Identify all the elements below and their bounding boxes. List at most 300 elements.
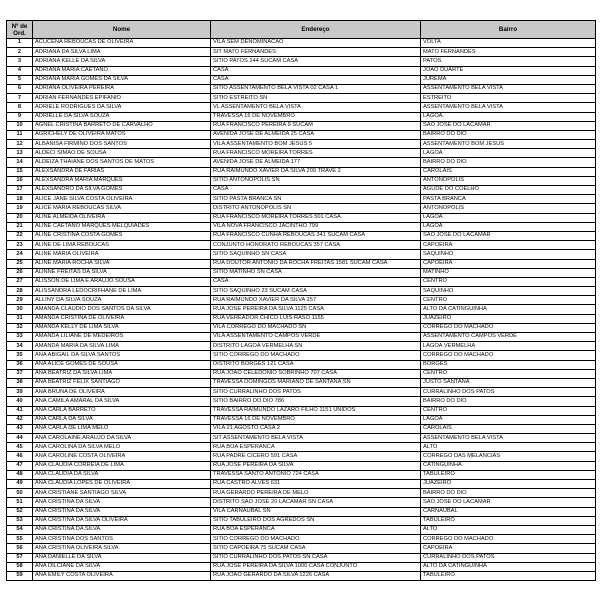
- cell-endereco: VILA CARNAUBAL SN: [211, 507, 421, 516]
- cell-bairro: BAIRRO DO DIO: [421, 158, 596, 167]
- cell-nome: ALINE MARIA ROCHA SILVA: [33, 259, 211, 268]
- table-row: [7, 167, 596, 176]
- table-row: [7, 241, 596, 250]
- cell-nome: ALBANISA FIRMINO DOS SANTOS: [33, 140, 211, 149]
- cell-ordem: 29: [7, 296, 33, 305]
- cell-ordem: 31: [7, 314, 33, 323]
- cell-nome: ALICE MARIA REBOUCAS SILVA: [33, 204, 211, 213]
- table-row: [7, 314, 596, 323]
- cell-endereco: SITIO ASSENTAMENTO BELA VISTA 02 CASA 1: [211, 84, 421, 93]
- cell-endereco: SITIO CORREGO DO MACHADO: [211, 351, 421, 360]
- cell-endereco: DISTRITO LAGOA VERMELHA SN: [211, 342, 421, 351]
- cell-endereco: RUA DOUTOR ANTONIO DA ROCHA FREITAS 1581 SUCAM CASA: [211, 259, 421, 268]
- cell-nome: ALEXSANDRA MARIA MARQUES: [33, 176, 211, 185]
- cell-endereco: DISTRITO BORGES 121 CASA: [211, 360, 421, 369]
- cell-ordem: 54: [7, 525, 33, 534]
- cell-ordem: 36: [7, 360, 33, 369]
- cell-nome: ANA CRISTINA DA SILVA OLIVEIRA: [33, 516, 211, 525]
- table-row: [7, 149, 596, 158]
- cell-nome: ALINE MARIA OLIVEIRA: [33, 250, 211, 259]
- table-row: [7, 250, 596, 259]
- cell-nome: AMANDA KELLY DE LIMA SILVA: [33, 323, 211, 332]
- cell-nome: ANA BRUNA DE OLIVEIRA: [33, 388, 211, 397]
- cell-ordem: 37: [7, 369, 33, 378]
- cell-endereco: DISTRITO SAO JOSE 20 LACAMAR SN CASA: [211, 498, 421, 507]
- table-row: [7, 498, 596, 507]
- cell-endereco: TRAVESSA RAIMUNDO LAZARO FILHO 1151 UNIDOS: [211, 406, 421, 415]
- cell-nome: ALINE CAETANO MARQUES MELQUIADES: [33, 222, 211, 231]
- cell-endereco: VL ASSENTAMENTO BELA VISTA: [211, 103, 421, 112]
- table-row: [7, 397, 596, 406]
- table-row: [7, 277, 596, 286]
- cell-ordem: 19: [7, 204, 33, 213]
- table-row: [7, 333, 596, 342]
- table-row: [7, 480, 596, 489]
- header-bairro: Bairro: [421, 21, 596, 39]
- cell-nome: ALINNE FREITAS DA SILVA: [33, 268, 211, 277]
- cell-bairro: BAIRRO DO DIO: [421, 397, 596, 406]
- cell-endereco: SITIO CORREGO DO MACHADO: [211, 535, 421, 544]
- cell-bairro: CORREGO DO MACHADO: [421, 351, 596, 360]
- cell-nome: ANA CRISTIANE SANTIAGO SILVA: [33, 489, 211, 498]
- cell-nome: ANA CARLA DE LIMA MELO: [33, 424, 211, 433]
- cell-endereco: VILA ASSENTAMENTO CAMPOS VERDE: [211, 333, 421, 342]
- table-row: [7, 470, 596, 479]
- cell-bairro: LAGOA: [421, 149, 596, 158]
- table-row: [7, 39, 596, 48]
- cell-nome: ANA CRISTINA DA SILVA: [33, 507, 211, 516]
- table-row: [7, 296, 596, 305]
- cell-nome: ANA EMILY COSTA OLIVEIRA: [33, 571, 211, 580]
- cell-bairro: JUREMA: [421, 75, 596, 84]
- cell-endereco: AVENIDA JOSE DE ALMEIDA 25 CASA: [211, 130, 421, 139]
- cell-bairro: CENTRO: [421, 277, 596, 286]
- cell-nome: ALISSON DE LIMA E ARAUJO SOUSA: [33, 277, 211, 286]
- cell-bairro: LAGOA: [421, 213, 596, 222]
- cell-bairro: PASTA BRANCA: [421, 195, 596, 204]
- registry-sheet: [6, 20, 595, 581]
- table-row: [7, 176, 596, 185]
- cell-bairro: CORREGO DO MACHADO: [421, 535, 596, 544]
- cell-nome: ANA CLAUDIA CORREIA DE LIMA: [33, 461, 211, 470]
- cell-bairro: ALTO DA CATINGUINHA: [421, 562, 596, 571]
- cell-nome: ANA DILCIANE DA SILVA: [33, 562, 211, 571]
- table-header-row: [7, 21, 596, 39]
- cell-endereco: SITIO CURRALINHO DOS PATOS SN CASA: [211, 553, 421, 562]
- table-row: [7, 158, 596, 167]
- cell-nome: ANA CLAUDIA DA SILVA: [33, 470, 211, 479]
- cell-ordem: 13: [7, 149, 33, 158]
- table-row: [7, 48, 596, 57]
- cell-ordem: 10: [7, 121, 33, 130]
- cell-nome: AMANDA CLAUDIO DOS SANTOS DA SILVA: [33, 305, 211, 314]
- table-row: [7, 452, 596, 461]
- table-row: [7, 378, 596, 387]
- cell-ordem: 38: [7, 378, 33, 387]
- cell-ordem: 50: [7, 489, 33, 498]
- cell-nome: ANA DANIELLE DA SILVA: [33, 553, 211, 562]
- table-row: [7, 351, 596, 360]
- cell-ordem: 39: [7, 388, 33, 397]
- table-row: [7, 231, 596, 240]
- cell-ordem: 26: [7, 268, 33, 277]
- cell-ordem: 35: [7, 351, 33, 360]
- cell-bairro: ALTO: [421, 525, 596, 534]
- table-row: [7, 287, 596, 296]
- cell-bairro: CATINGUINHA: [421, 461, 596, 470]
- table-row: [7, 103, 596, 112]
- cell-endereco: DISTRITO ANTONOPOLIS SN: [211, 204, 421, 213]
- table-row: [7, 415, 596, 424]
- cell-bairro: JUAZEIRO: [421, 480, 596, 489]
- table-row: [7, 204, 596, 213]
- cell-endereco: RUA RAIMUNDO XAVIER DA SILVA 209 TRAVE 2: [211, 167, 421, 176]
- cell-endereco: SIT ASSENTAMENTO BELA VISTA: [211, 434, 421, 443]
- cell-nome: ADRIANA MARIA GOMES DA SILVA: [33, 75, 211, 84]
- cell-bairro: CAROLAIS: [421, 167, 596, 176]
- table-row: [7, 57, 596, 66]
- cell-endereco: RUA BOA ESPERANCA: [211, 525, 421, 534]
- cell-nome: ANA ALICE GOMES DE SOUSA: [33, 360, 211, 369]
- cell-endereco: TRAVESSA SANTO ANTONIO 724 CASA: [211, 470, 421, 479]
- cell-endereco: RUA JOAO GERARDO DA SILVA 1226 CASA: [211, 571, 421, 580]
- cell-ordem: 28: [7, 287, 33, 296]
- cell-bairro: ASSENTAMENTO CAMPOS VERDE: [421, 333, 596, 342]
- cell-bairro: CENTRO: [421, 296, 596, 305]
- cell-nome: ANA CAROLINA DA SILVA MELO: [33, 443, 211, 452]
- cell-endereco: SITIO MATINHO SN CASA: [211, 268, 421, 277]
- cell-endereco: SITIO ANTONOPOLIS SN: [211, 176, 421, 185]
- cell-endereco: RUA VEREADOR CHICO LUIS RASO 1155: [211, 314, 421, 323]
- cell-ordem: 27: [7, 277, 33, 286]
- cell-bairro: ESTREITO: [421, 94, 596, 103]
- cell-ordem: 21: [7, 222, 33, 231]
- table-row: [7, 75, 596, 84]
- cell-nome: ALINE ALMEIDA OLIVEIRA: [33, 213, 211, 222]
- cell-endereco: RUA FRANCISCO CUNHA REBOUCAS 341 SUCAM CASA: [211, 231, 421, 240]
- cell-nome: ALICE JANE SILVA COSTA OLIVEIRA: [33, 195, 211, 204]
- cell-ordem: 49: [7, 480, 33, 489]
- cell-ordem: 9: [7, 112, 33, 121]
- cell-bairro: CENTRO: [421, 369, 596, 378]
- cell-nome: ALDECI SIMAO DE SOUSA: [33, 149, 211, 158]
- cell-endereco: RUA JOSE PEREIRA DA SILVA 1000 CASA CONJUNTO: [211, 562, 421, 571]
- cell-nome: ADRIELLE DA SILVA SOUZA: [33, 112, 211, 121]
- cell-bairro: CAPOEIRA: [421, 241, 596, 250]
- cell-bairro: CORREGO DAS MELANCIAS: [421, 452, 596, 461]
- table-row: [7, 424, 596, 433]
- cell-endereco: SITIO CURRALINHO DOS PATOS: [211, 388, 421, 397]
- cell-nome: ANA ABIGAIL DA SILVA SANTOS: [33, 351, 211, 360]
- cell-nome: AGNEL CRISTINA BARRETO DE CARVALHO: [33, 121, 211, 130]
- cell-ordem: 32: [7, 323, 33, 332]
- table-row: [7, 443, 596, 452]
- cell-ordem: 17: [7, 186, 33, 195]
- cell-nome: ADRIELE RODRIGUES DA SILVA: [33, 103, 211, 112]
- cell-nome: ADRIANA KELLE DA SILVA: [33, 57, 211, 66]
- cell-nome: ALISSANDRA LEDOCRIFHANE DE LIMA: [33, 287, 211, 296]
- cell-ordem: 14: [7, 158, 33, 167]
- cell-bairro: BORGES: [421, 360, 596, 369]
- cell-endereco: SITIO SAQUINHO SN CASA: [211, 250, 421, 259]
- header-endereco: Endereço: [211, 21, 421, 39]
- cell-nome: ALEXSANDRO DA SILVA GOMES: [33, 186, 211, 195]
- cell-ordem: 23: [7, 241, 33, 250]
- cell-bairro: ALTO DA CATINGUINHA: [421, 305, 596, 314]
- cell-nome: ADRIAN FERNANDES EPIFANIO: [33, 94, 211, 103]
- cell-ordem: 6: [7, 84, 33, 93]
- cell-endereco: TRAVESSA 16 DE NOVEMBRO: [211, 112, 421, 121]
- cell-endereco: RUA FRANCISCO MOREIRA TORRES: [211, 149, 421, 158]
- cell-ordem: 5: [7, 75, 33, 84]
- table-row: [7, 507, 596, 516]
- table-row: [7, 222, 596, 231]
- cell-ordem: 48: [7, 470, 33, 479]
- cell-ordem: 34: [7, 342, 33, 351]
- cell-ordem: 51: [7, 498, 33, 507]
- cell-bairro: ASSENTAMENTO BOM JESUS: [421, 140, 596, 149]
- table-row: [7, 388, 596, 397]
- cell-nome: ANA CRISTINA OLIVEIRA SILVA: [33, 544, 211, 553]
- table-row: [7, 544, 596, 553]
- cell-endereco: RUA PADRE CICERO 591 CASA: [211, 452, 421, 461]
- cell-ordem: 2: [7, 48, 33, 57]
- cell-endereco: TRAVESSA 16 DE NOVEMBRO: [211, 415, 421, 424]
- cell-ordem: 12: [7, 140, 33, 149]
- cell-endereco: SIT MATO FERNANDES: [211, 48, 421, 57]
- cell-endereco: SITIO PASTA BRANCA SN: [211, 195, 421, 204]
- cell-ordem: 43: [7, 424, 33, 433]
- cell-bairro: MATINHO: [421, 268, 596, 277]
- cell-ordem: 57: [7, 553, 33, 562]
- cell-endereco: SITIO BAIRRO DO DIO 786: [211, 397, 421, 406]
- cell-endereco: CASA: [211, 186, 421, 195]
- cell-nome: ADRIANA OLIVEIRA PEREIRA: [33, 84, 211, 93]
- cell-nome: ANA CARLA BARRETO: [33, 406, 211, 415]
- table-row: [7, 323, 596, 332]
- cell-endereco: AVENIDA JOSE DE ALMEIDA 177: [211, 158, 421, 167]
- table-row: [7, 305, 596, 314]
- cell-bairro: BAIRRO DO DIO: [421, 130, 596, 139]
- cell-ordem: 56: [7, 544, 33, 553]
- cell-ordem: 18: [7, 195, 33, 204]
- cell-ordem: 22: [7, 231, 33, 240]
- cell-ordem: 59: [7, 571, 33, 580]
- cell-endereco: CASA: [211, 75, 421, 84]
- table-row: [7, 461, 596, 470]
- cell-bairro: CAROLAIS: [421, 424, 596, 433]
- cell-endereco: RUA CASTRO ALVES 631: [211, 480, 421, 489]
- cell-bairro: VOLTA: [421, 39, 596, 48]
- cell-bairro: ASSENTAMENTO BELA VISTA: [421, 84, 596, 93]
- cell-endereco: RUA JOAO CELEDONIO SOBRINHO 707 CASA: [211, 369, 421, 378]
- cell-endereco: SITIO ESTREITO SN: [211, 94, 421, 103]
- cell-bairro: BAIRRO DO DIO: [421, 489, 596, 498]
- cell-nome: ALINE CRISTINA COSTA GOMES: [33, 231, 211, 240]
- cell-bairro: TABULEIRO: [421, 571, 596, 580]
- cell-bairro: CAPOEIRA: [421, 544, 596, 553]
- cell-bairro: SAO JOSE DO LACAMAR: [421, 231, 596, 240]
- cell-nome: ANA CRISTINA DA SILVA: [33, 498, 211, 507]
- table-row: [7, 259, 596, 268]
- cell-bairro: CURRALINHO DOS PATOS: [421, 553, 596, 562]
- table-row: [7, 406, 596, 415]
- cell-bairro: ASSENTAMENTO BELA VISTA: [421, 103, 596, 112]
- cell-bairro: SAQUINHO: [421, 287, 596, 296]
- cell-nome: ADRIANA DA SILVA LIMA: [33, 48, 211, 57]
- cell-bairro: JUSTO SANTANA: [421, 378, 596, 387]
- cell-nome: ANA CAROLAINE ARAUJO DA SILVA: [33, 434, 211, 443]
- cell-bairro: TABULEIRO: [421, 516, 596, 525]
- cell-nome: AMANDA LILIANE DE MEDEIROS: [33, 333, 211, 342]
- cell-nome: ADRIANA MARIA CAETANO: [33, 66, 211, 75]
- cell-nome: ANA CAROLINE COSTA OLIVEIRA: [33, 452, 211, 461]
- cell-endereco: CONJUNTO HONORATO REBOUCAS 357 CASA: [211, 241, 421, 250]
- cell-endereco: RUA BOA ESPERANCA: [211, 443, 421, 452]
- cell-bairro: TABULEIRO: [421, 470, 596, 479]
- cell-endereco: RUA FRANCISCO PEREIRA 9 SUCAM: [211, 121, 421, 130]
- cell-nome: ALINE DE LIMA REBOUCAS: [33, 241, 211, 250]
- table-row: [7, 360, 596, 369]
- cell-endereco: VILA NOVA FRANCISCO JACINTHO 799: [211, 222, 421, 231]
- cell-nome: ANA CARLA DA SILVA: [33, 415, 211, 424]
- registry-table: [6, 20, 596, 581]
- cell-ordem: 47: [7, 461, 33, 470]
- table-row: [7, 434, 596, 443]
- cell-endereco: RUA FRANCISCO MOREIRA TORRES 501 CASA: [211, 213, 421, 222]
- table-row: [7, 121, 596, 130]
- cell-bairro: LAGOA VERMELHA: [421, 342, 596, 351]
- cell-bairro: MATO FERNANDES: [421, 48, 596, 57]
- cell-bairro: CORREGO DO MACHADO: [421, 323, 596, 332]
- cell-bairro: ANTONOPOLIS: [421, 204, 596, 213]
- cell-ordem: 25: [7, 259, 33, 268]
- table-row: [7, 571, 596, 580]
- cell-bairro: SAO JOSE DO LACAMAR: [421, 498, 596, 507]
- cell-endereco: CASA: [211, 277, 421, 286]
- cell-ordem: 44: [7, 434, 33, 443]
- cell-ordem: 40: [7, 397, 33, 406]
- cell-endereco: RUA RAIMUNDO XAVIER DA SILVA 257: [211, 296, 421, 305]
- table-row: [7, 186, 596, 195]
- cell-bairro: SAO JOSE DO LACAMAR: [421, 121, 596, 130]
- table-body: [7, 39, 596, 581]
- cell-bairro: CAPOEIRA: [421, 259, 596, 268]
- cell-bairro: ASSENTAMENTO BELA VISTA: [421, 434, 596, 443]
- cell-ordem: 42: [7, 415, 33, 424]
- table-row: [7, 195, 596, 204]
- table-row: [7, 516, 596, 525]
- cell-ordem: 8: [7, 103, 33, 112]
- cell-ordem: 45: [7, 443, 33, 452]
- cell-bairro: JOAO DUARTE: [421, 66, 596, 75]
- cell-nome: ALEXSANDRA DE FARIAS: [33, 167, 211, 176]
- cell-ordem: 4: [7, 66, 33, 75]
- cell-bairro: CURRALINHO DOS PATOS: [421, 388, 596, 397]
- table-row: [7, 535, 596, 544]
- cell-bairro: ALTO: [421, 443, 596, 452]
- cell-endereco: RUA JOSE PEREIRA DA SILVA 1125 CASA: [211, 305, 421, 314]
- cell-endereco: SITIO PATOS 244 SUCAM CASA: [211, 57, 421, 66]
- cell-ordem: 15: [7, 167, 33, 176]
- cell-nome: ALLINY DA SILVA SOUZA: [33, 296, 211, 305]
- table-row: [7, 369, 596, 378]
- cell-endereco: CASA: [211, 66, 421, 75]
- cell-nome: ALDEIZA THAIANE DOS SANTOS DE MATOS: [33, 158, 211, 167]
- table-row: [7, 553, 596, 562]
- table-row: [7, 112, 596, 121]
- table-row: [7, 342, 596, 351]
- cell-ordem: 30: [7, 305, 33, 314]
- cell-nome: ANA BEATRIZ FELIX SANTIAGO: [33, 378, 211, 387]
- table-row: [7, 140, 596, 149]
- cell-bairro: LAGOA: [421, 112, 596, 121]
- cell-endereco: SITIO SAQUINHO 23 SUCAM CASA: [211, 287, 421, 296]
- header-nome: Nome: [33, 21, 211, 39]
- cell-ordem: 11: [7, 130, 33, 139]
- cell-nome: AGRICHELY DE OLIVEIRA MATOS: [33, 130, 211, 139]
- table-row: [7, 525, 596, 534]
- cell-endereco: VILA SEM DENOMINACAO: [211, 39, 421, 48]
- cell-ordem: 53: [7, 516, 33, 525]
- cell-endereco: RUA GERARDO PEREIRA DE MELO: [211, 489, 421, 498]
- cell-bairro: PATOS: [421, 57, 596, 66]
- cell-endereco: SITIO TABULEIRO DOS AGREDOS SN: [211, 516, 421, 525]
- cell-bairro: LAGOA: [421, 222, 596, 231]
- cell-nome: ANA CLAUDIA LOPES DE OLIVEIRA: [33, 480, 211, 489]
- cell-endereco: RUA JOSE PEREIRA DA SILVA: [211, 461, 421, 470]
- cell-ordem: 58: [7, 562, 33, 571]
- cell-bairro: CARNAUBAL: [421, 507, 596, 516]
- cell-ordem: 41: [7, 406, 33, 415]
- cell-bairro: AGUDE DO COELHO: [421, 186, 596, 195]
- cell-endereco: VILA 21 AGOSTO CASA 2: [211, 424, 421, 433]
- table-row: [7, 66, 596, 75]
- table-row: [7, 213, 596, 222]
- cell-ordem: 16: [7, 176, 33, 185]
- table-row: [7, 489, 596, 498]
- cell-endereco: SITIO CAPOEIRA 75 SUCAM CASA: [211, 544, 421, 553]
- table-row: [7, 562, 596, 571]
- cell-bairro: ANTONOPOLIS: [421, 176, 596, 185]
- cell-ordem: 20: [7, 213, 33, 222]
- cell-nome: ANA CRISTINA DOS SANTOS: [33, 535, 211, 544]
- cell-endereco: TRAVESSA DOMINGOS MARIANO DE SANTANA SN: [211, 378, 421, 387]
- cell-bairro: JUAZEIRO: [421, 314, 596, 323]
- cell-nome: AMANDA MARIA DA SILVA LIMA: [33, 342, 211, 351]
- cell-ordem: 52: [7, 507, 33, 516]
- cell-bairro: CENTRO: [421, 406, 596, 415]
- table-row: [7, 94, 596, 103]
- cell-nome: AMANDA CRISTINA DE OLIVEIRA: [33, 314, 211, 323]
- cell-ordem: 7: [7, 94, 33, 103]
- cell-ordem: 33: [7, 333, 33, 342]
- table-row: [7, 130, 596, 139]
- cell-nome: ACUCENA REBOUCAS DE OLIVEIRA: [33, 39, 211, 48]
- cell-ordem: 24: [7, 250, 33, 259]
- cell-nome: ANA CRISTINA DA SILVA: [33, 525, 211, 534]
- cell-ordem: 3: [7, 57, 33, 66]
- cell-nome: ANA BEATRIZ DA SILVA LIMA: [33, 369, 211, 378]
- cell-ordem: 46: [7, 452, 33, 461]
- cell-nome: ANA CAMILA AMARAL DA SILVA: [33, 397, 211, 406]
- table-row: [7, 268, 596, 277]
- cell-ordem: 1: [7, 39, 33, 48]
- cell-endereco: VILA CORREGO DO MACHADO SN: [211, 323, 421, 332]
- cell-bairro: LAGOA: [421, 415, 596, 424]
- header-ordem: Nº de Ord.: [7, 21, 33, 39]
- cell-bairro: SAQUINHO: [421, 250, 596, 259]
